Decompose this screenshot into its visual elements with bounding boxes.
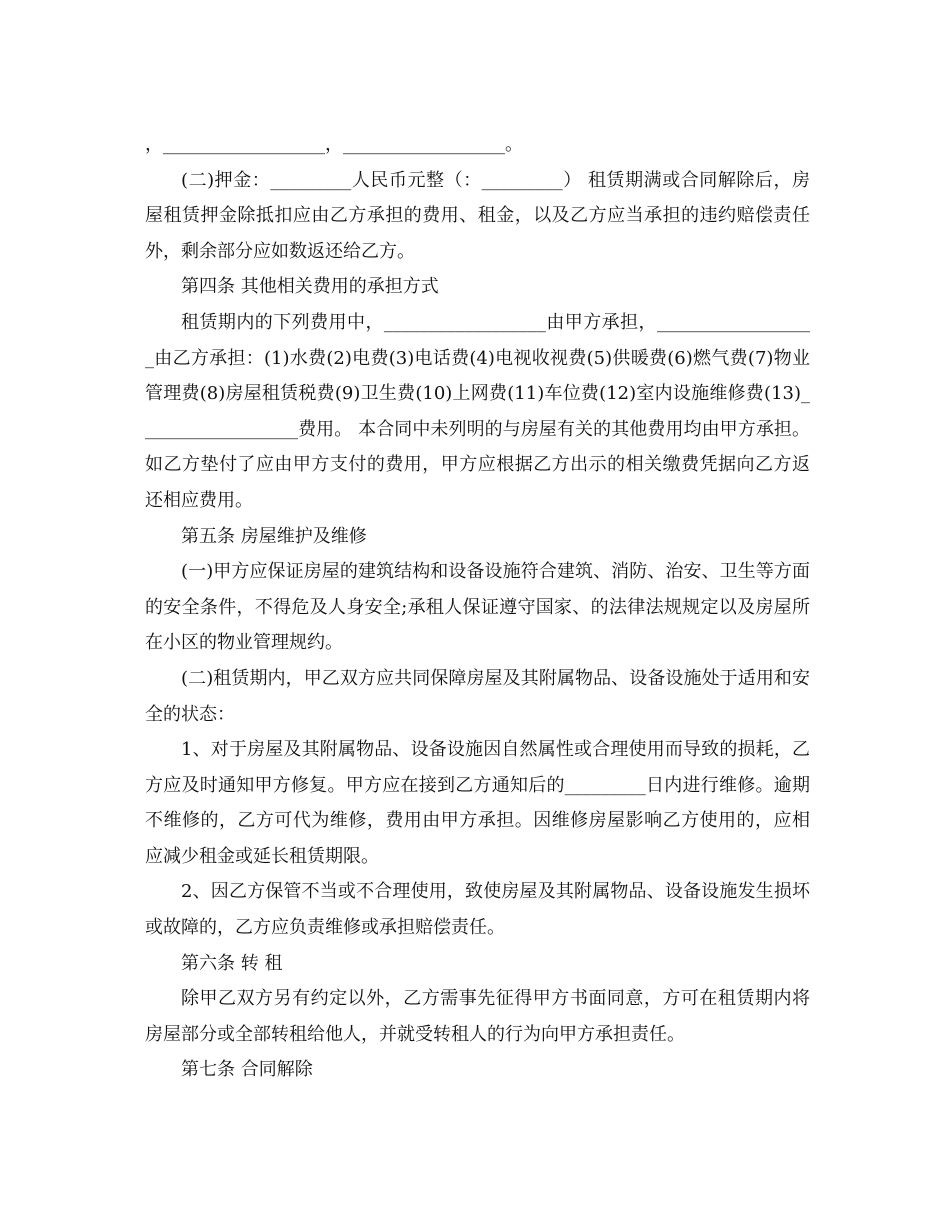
maintenance-item-1: 1、对于房屋及其附属物品、设备设施因自然属性或合理使用而导致的损耗，乙方应及时通知甲方修复。甲方应在接到乙方通知后的_________日内进行维修。逾期不维修的，乙方可代为维修，费用由甲方承担。因维修房屋影响乙方使用的，应相应减少租金或延长租赁期限。 xyxy=(145,739,810,867)
deposit-clause: (二)押金：_________人民币元整（：_________） 租赁期满或合同解除后，房屋租赁押金除抵扣应由乙方承担的费用、租金，以及乙方应当承担的违约赔偿责任外，剩余部分应如数返还给乙方。 xyxy=(145,169,810,262)
maintenance-clause-1: (一)甲方应保证房屋的建筑结构和设备设施符合建筑、消防、治安、卫生等方面的安全条件，不得危及人身安全;承租人保证遵守国家、的法律法规规定以及房屋所在小区的物业管理规约。 xyxy=(145,561,810,654)
blank-fill-line: ，__________________，__________________。 xyxy=(145,134,523,155)
sublease-clause: 除甲乙双方另有约定以外，乙方需事先征得甲方书面同意，方可在租赁期内将房屋部分或全部转租给他人，并就受转租人的行为向甲方承担责任。 xyxy=(145,988,810,1045)
article-4-heading: 第四条 其他相关费用的承担方式 xyxy=(181,276,439,298)
maintenance-item-2: 2、因乙方保管不当或不合理使用，致使房屋及其附属物品、设备设施发生损坏或故障的，乙方应负责维修或承担赔偿责任。 xyxy=(145,881,810,939)
maintenance-clause-2: (二)租赁期内，甲乙双方应共同保障房屋及其附属物品、设备设施处于适用和安全的状态： xyxy=(145,667,810,725)
article-7-heading: 第七条 合同解除 xyxy=(181,1059,313,1081)
fees-clause: 租赁期内的下列费用中，__________________由甲方承担，__________________由乙方承担：(1)水费(2)电费(3)电话费(4)电视收视费(5)供暖费(6)燃气费(7)物业管理费(8)房屋租赁税费(9)卫生费(10)上网费(11)车位费(12)室内设施维修费(13)__________________费用。 本合同中未列明的与房屋有关的其他费用均由甲方承担。如乙方垫付了应由甲方支付的费用，甲方应根据乙方出示的相关缴费凭据向乙方返还相应费用。 xyxy=(145,311,810,511)
article-5-heading: 第五条 房屋维护及维修 xyxy=(181,525,367,547)
document-body xyxy=(145,127,810,1088)
article-6-heading: 第六条 转 租 xyxy=(181,952,283,974)
